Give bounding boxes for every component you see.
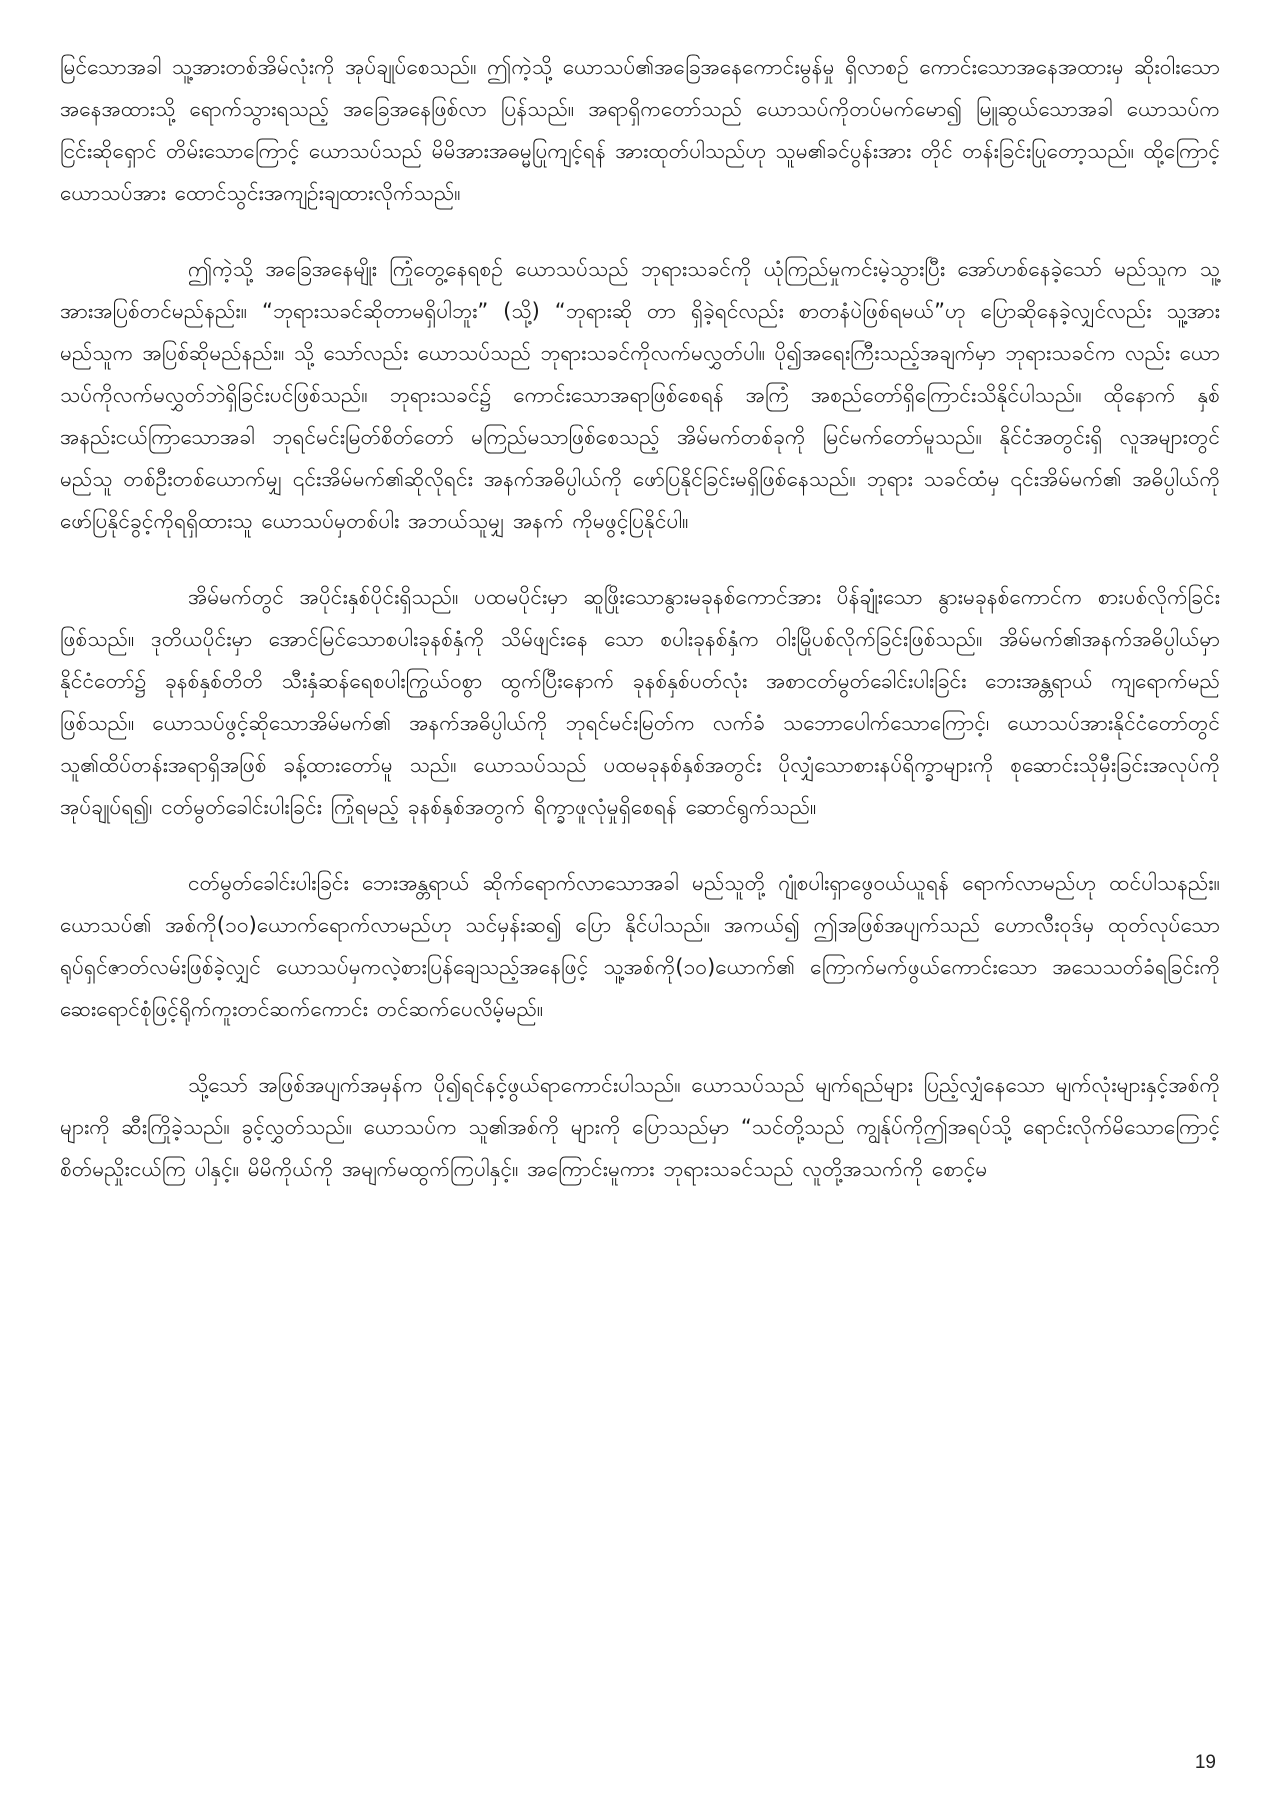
- paragraph-4: ငတ်မွတ်ခေါင်းပါးခြင်း ဘေးအန္တရာယ် ဆိုက်ရောက်လာသောအခါ မည်သူတို့ ဂျုံစပါးရှာဖွေဝယ်ယူရန် ရောက်လာမည်ဟု ထင်ပါသနည်း။ ယောသပ်၏ အစ်ကို(၁၀)ယောက်ရောက်လာမည်ဟု သင်မှန်းဆ၍ ပြော နိုင်ပါသည်။ အကယ်၍ ဤအဖြစ်အပျက်သည် ဟောလီးဝုဒ်မှ ထုတ်လုပ်သော ရုပ်ရှင်ဇာတ်လမ်းဖြစ်ခဲ့လျှင် ယောသပ်မှကလဲ့စားပြန်ချေသည့်အနေဖြင့် သူ့အစ်ကို(၁၀)ယောက်၏ ကြောက်မက်ဖွယ်ကောင်းသော အသေသတ်ခံရခြင်းကို ဆေးရောင်စုံဖြင့်ရိုက်ကူးတင်ဆက်ကောင်း တင်ဆက်ပေလိမ့်မည်။: [60, 871, 1220, 1021]
- paragraph-3: အိမ်မက်တွင် အပိုင်းနှစ်ပိုင်းရှိသည်။ ပထမပိုင်းမှာ ဆူဖြိုးသောနွားမခုနစ်ကောင်အား ပိန်ချုံးသော နွားမခုနစ်ကောင်က စားပစ်လိုက်ခြင်းဖြစ်သည်။ ဒုတိယပိုင်းမှာ အောင်မြင်သောစပါးခုနစ်နှံကို သိမ်ဖျင်းနေ သော စပါးခုနစ်နှံက ဝါးမြိုပစ်လိုက်ခြင်းဖြစ်သည်။ အိမ်မက်၏အနက်အဓိပ္ပါယ်မှာ နိုင်ငံတော်၌ ခုနစ်နှစ်တိတိ သီးနှံဆန်ရေစပါးကြွယ်ဝစွာ ထွက်ပြီးနောက် ခုနစ်နှစ်ပတ်လုံး အစာငတ်မွတ်ခေါင်းပါးခြင်း ဘေးအန္တရာယ် ကျရောက်မည်ဖြစ်သည်။ ယောသပ်ဖွင့်ဆိုသောအိမ်မက်၏ အနက်အဓိပ္ပါယ်ကို ဘုရင်မင်းမြတ်က လက်ခံ သဘောပေါက်သောကြောင့်၊ ယောသပ်အားနိုင်ငံတော်တွင် သူ၏ထိပ်တန်းအရာရှိအဖြစ် ခန့်ထားတော်မူ သည်။ ယောသပ်သည် ပထမခုနစ်နှစ်အတွင်း ပိုလျှံသောစားနပ်ရိက္ခာများကို စုဆောင်းသိုမှီးခြင်းအလုပ်ကို အုပ်ချုပ်ရ၍၊ ငတ်မွတ်ခေါင်းပါးခြင်း ကြုံရမည့် ခုနစ်နှစ်အတွက် ရိက္ခာဖူလုံမှုရှိစေရန် ဆောင်ရွက်သည်။: [60, 585, 1220, 819]
- document-page: [60, 46, 1220, 1224]
- page-number: 19: [1194, 1752, 1216, 1773]
- paragraph-1: မြင်သောအခါ သူ့အားတစ်အိမ်လုံးကို အုပ်ချုပ်စေသည်။ ဤကဲ့သို့ ယောသပ်၏အခြေအနေကောင်းမွန်မှု ရှိလာစဉ် ကောင်းသောအနေအထားမှ ဆိုးဝါးသောအနေအထားသို့ ရောက်သွားရသည့် အခြေအနေဖြစ်လာ ပြန်သည်။ အရာရှိကတော်သည် ယောသပ်ကိုတပ်မက်မော၍ မြူဆွယ်သောအခါ ယောသပ်က ငြင်းဆိုရှောင် တိမ်းသောကြောင့် ယောသပ်သည် မိမိအားအဓမ္မပြုကျင့်ရန် အားထုတ်ပါသည်ဟု သူမ၏ခင်ပွန်းအား တိုင် တန်းခြင်းပြုတော့သည်။ ထို့ကြောင့် ယောသပ်အား ထောင်သွင်းအကျဉ်းချထားလိုက်သည်။: [60, 55, 1220, 205]
- paragraph-5: သို့သော် အဖြစ်အပျက်အမှန်က ပို၍ရင်နင့်ဖွယ်ရာကောင်းပါသည်။ ယောသပ်သည် မျက်ရည်များ ပြည့်လျှံနေသော မျက်လုံးများနှင့်အစ်ကိုများကို ဆီးကြိုခဲ့သည်။ ခွင့်လွှတ်သည်။ ယောသပ်က သူ၏အစ်ကို များကို ပြောသည်မှာ “သင်တို့သည် ကျွန်ုပ်ကိုဤအရပ်သို့ ရောင်းလိုက်မိသောကြောင့် စိတ်မညှိုးငယ်ကြ ပါနှင့်။ မိမိကိုယ်ကို အမျက်မထွက်ကြပါနှင့်။ အကြောင်းမူကား ဘုရားသခင်သည် လူတို့အသက်ကို စောင့်မ: [60, 1073, 1220, 1181]
- paragraph-2: ဤကဲ့သို့ အခြေအနေမျိုး ကြုံတွေ့နေရစဉ် ယောသပ်သည် ဘုရားသခင်ကို ယုံကြည်မှုကင်းမဲ့သွားပြီး အော်ဟစ်နေခဲ့သော် မည်သူက သူ့အားအပြစ်တင်မည်နည်း။ “ဘုရားသခင်ဆိုတာမရှိပါဘူး” (သို့) “ဘုရားဆို တာ ရှိခဲ့ရင်လည်း စာတနံပဲဖြစ်ရမယ်”ဟု ပြောဆိုနေခဲ့လျှင်လည်း သူ့အားမည်သူက အပြစ်ဆိုမည်နည်း။ သို့ သော်လည်း ယောသပ်သည် ဘုရားသခင်ကိုလက်မလွှတ်ပါ။ ပို၍အရေးကြီးသည့်အချက်မှာ ဘုရားသခင်က လည်း ယောသပ်ကိုလက်မလွှတ်ဘဲရှိခြင်းပင်ဖြစ်သည်။ ဘုရားသခင်၌ ကောင်းသောအရာဖြစ်စေရန် အကြံ အစည်တော်ရှိကြောင်းသိနိုင်ပါသည်။ ထိုနောက် နှစ်အနည်းငယ်ကြာသောအခါ ဘုရင်မင်းမြတ်စိတ်တော် မကြည်မသာဖြစ်စေသည့် အိမ်မက်တစ်ခုကို မြင်မက်တော်မူသည်။ နိုင်ငံအတွင်းရှိ လူအများတွင် မည်သူ တစ်ဦးတစ်ယောက်မျှ ၎င်းအိမ်မက်၏ဆိုလိုရင်း အနက်အဓိပ္ပါယ်ကို ဖော်ပြနိုင်ခြင်းမရှိဖြစ်နေသည်။ ဘုရား သခင်ထံမှ ၎င်းအိမ်မက်၏ အဓိပ္ပါယ်ကိုဖော်ပြနိုင်ခွင့်ကိုရရှိထားသူ ယောသပ်မှတစ်ပါး အဘယ်သူမျှ အနက် ကိုမဖွင့်ပြနိုင်ပါ။: [60, 257, 1220, 533]
